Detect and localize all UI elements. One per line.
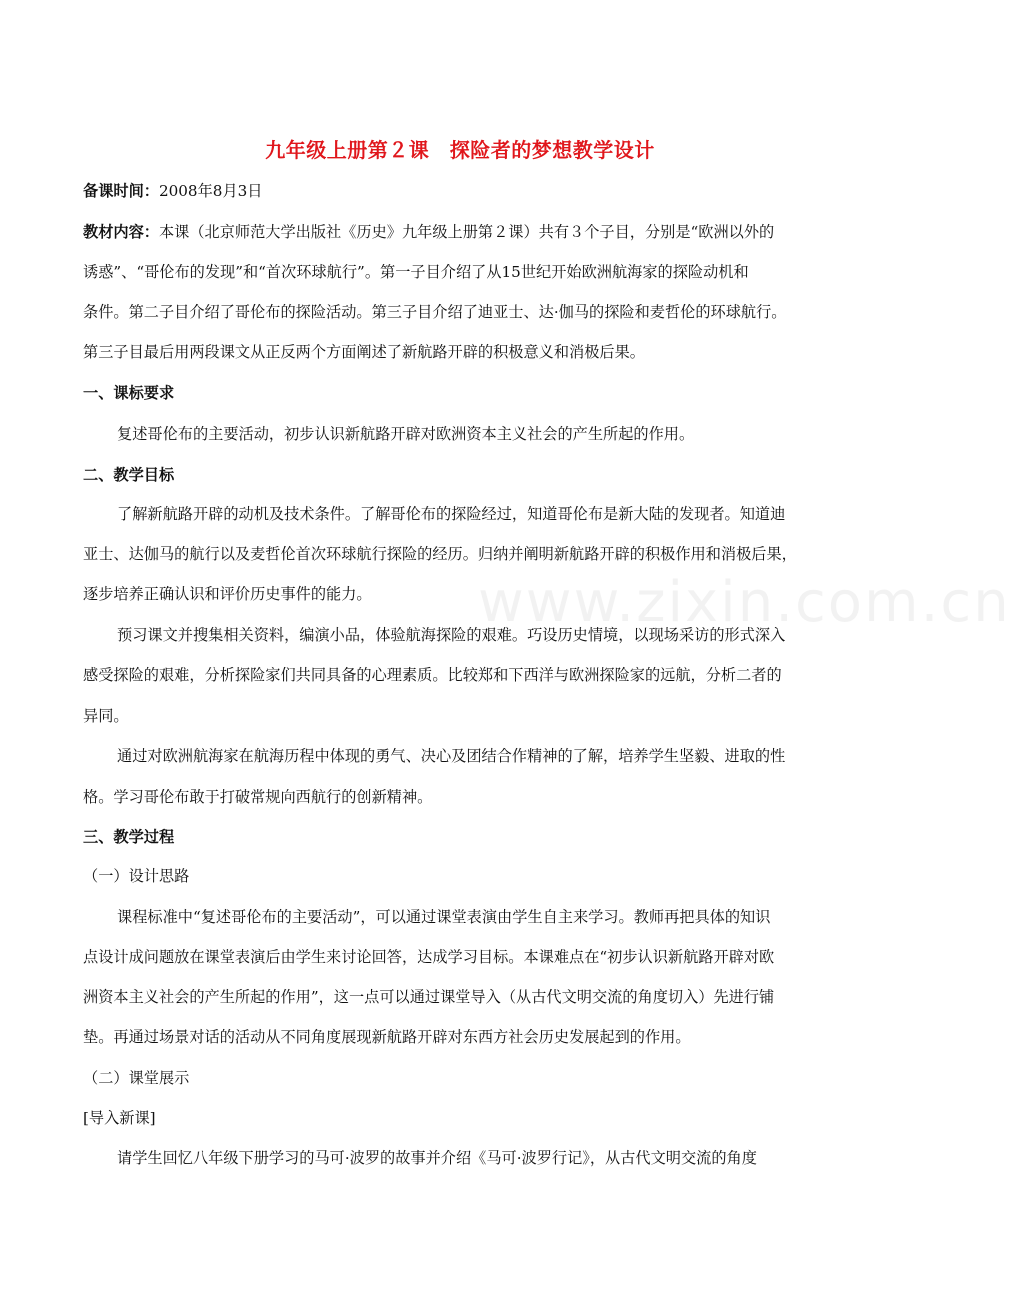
goal-line: 亚士、达伽马的航行以及麦哲伦首次环球航行探险的经历。归纳并阐明新航路开辟的积极作用和消极后果， bbox=[83, 545, 797, 563]
process-line: 洲资本主义社会的产生所起的作用”，这一点可以通过课堂导入（从古代文明交流的角度切入）先进行铺 bbox=[83, 988, 775, 1006]
goal-line: 异同。 bbox=[83, 707, 129, 725]
goal-line: 通过对欧洲航海家在航海历程中体现的勇气、决心及团结合作精神的了解，培养学生坚毅、进取的性 bbox=[117, 747, 786, 765]
process-line: 垫。再通过场景对话的活动从不同角度展现新航路开辟对东西方社会历史发展起到的作用。 bbox=[83, 1028, 691, 1046]
process-line: 点设计成问题放在课堂表演后由学生来讨论回答，达成学习目标。本课难点在“初步认识新航路开辟对欧 bbox=[83, 948, 775, 966]
goal-line: 预习课文并搜集相关资料，编演小品，体验航海探险的艰难。巧设历史情境，以现场采访的形式深入 bbox=[117, 626, 786, 644]
goal-line: 了解新航路开辟的动机及技术条件。了解哥伦布的探险经过，知道哥伦布是新大陆的发现者。知道迪 bbox=[117, 505, 786, 523]
content-line: 条件。第二子目介绍了哥伦布的探险活动。第三子目介绍了迪亚士、达·伽马的探险和麦哲伦的环球航行。 bbox=[83, 303, 787, 321]
goal-line: 逐步培养正确认识和评价历史事件的能力。 bbox=[83, 585, 372, 603]
section-heading: 一、课标要求 bbox=[83, 384, 175, 402]
intro-line: 请学生回忆八年级下册学习的马可·波罗的故事并介绍《马可·波罗行记》，从古代文明交流的角度 bbox=[117, 1149, 757, 1167]
subsection-heading: （一）设计思路 bbox=[83, 867, 190, 885]
prep-date-value: 2008年8月3日 bbox=[158, 182, 263, 200]
section-heading: 二、教学目标 bbox=[83, 466, 175, 484]
content-line: 诱惑”、“哥伦布的发现”和“首次环球航行”。第一子目介绍了从15世纪开始欧洲航海家的探险动机和 bbox=[83, 263, 749, 281]
bracket-label: [导入新课] bbox=[83, 1109, 156, 1127]
process-line: 课程标准中“复述哥伦布的主要活动”，可以通过课堂表演由学生自主来学习。教师再把具体的知识 bbox=[117, 908, 771, 926]
content-line: 第三子目最后用两段课文从正反两个方面阐述了新航路开辟的积极意义和消极后果。 bbox=[83, 343, 645, 361]
content-text: 本课（北京师范大学出版社《历史》九年级上册第２课）共有３个子目，分别是“欧洲以外的 bbox=[158, 223, 775, 241]
goal-line: 格。学习哥伦布敢于打破常规向西航行的创新精神。 bbox=[83, 788, 433, 806]
subsection-heading: （二）课堂展示 bbox=[83, 1069, 190, 1087]
prep-date-label: 备课时间： bbox=[83, 182, 159, 200]
section-heading: 三、教学过程 bbox=[83, 828, 175, 846]
prep-date-line bbox=[83, 181, 262, 201]
watermark: www.zixin.com.cn bbox=[478, 570, 1011, 635]
content-label: 教材内容： bbox=[83, 223, 159, 241]
content-line bbox=[83, 222, 774, 242]
section1-line: 复述哥伦布的主要活动，初步认识新航路开辟对欧洲资本主义社会的产生所起的作用。 bbox=[117, 425, 695, 443]
page-title: 九年级上册第２课 探险者的梦想教学设计 bbox=[265, 138, 655, 162]
goal-line: 感受探险的艰难，分析探险家们共同具备的心理素质。比较郑和下西洋与欧洲探险家的远航，分析二者的 bbox=[83, 666, 782, 684]
